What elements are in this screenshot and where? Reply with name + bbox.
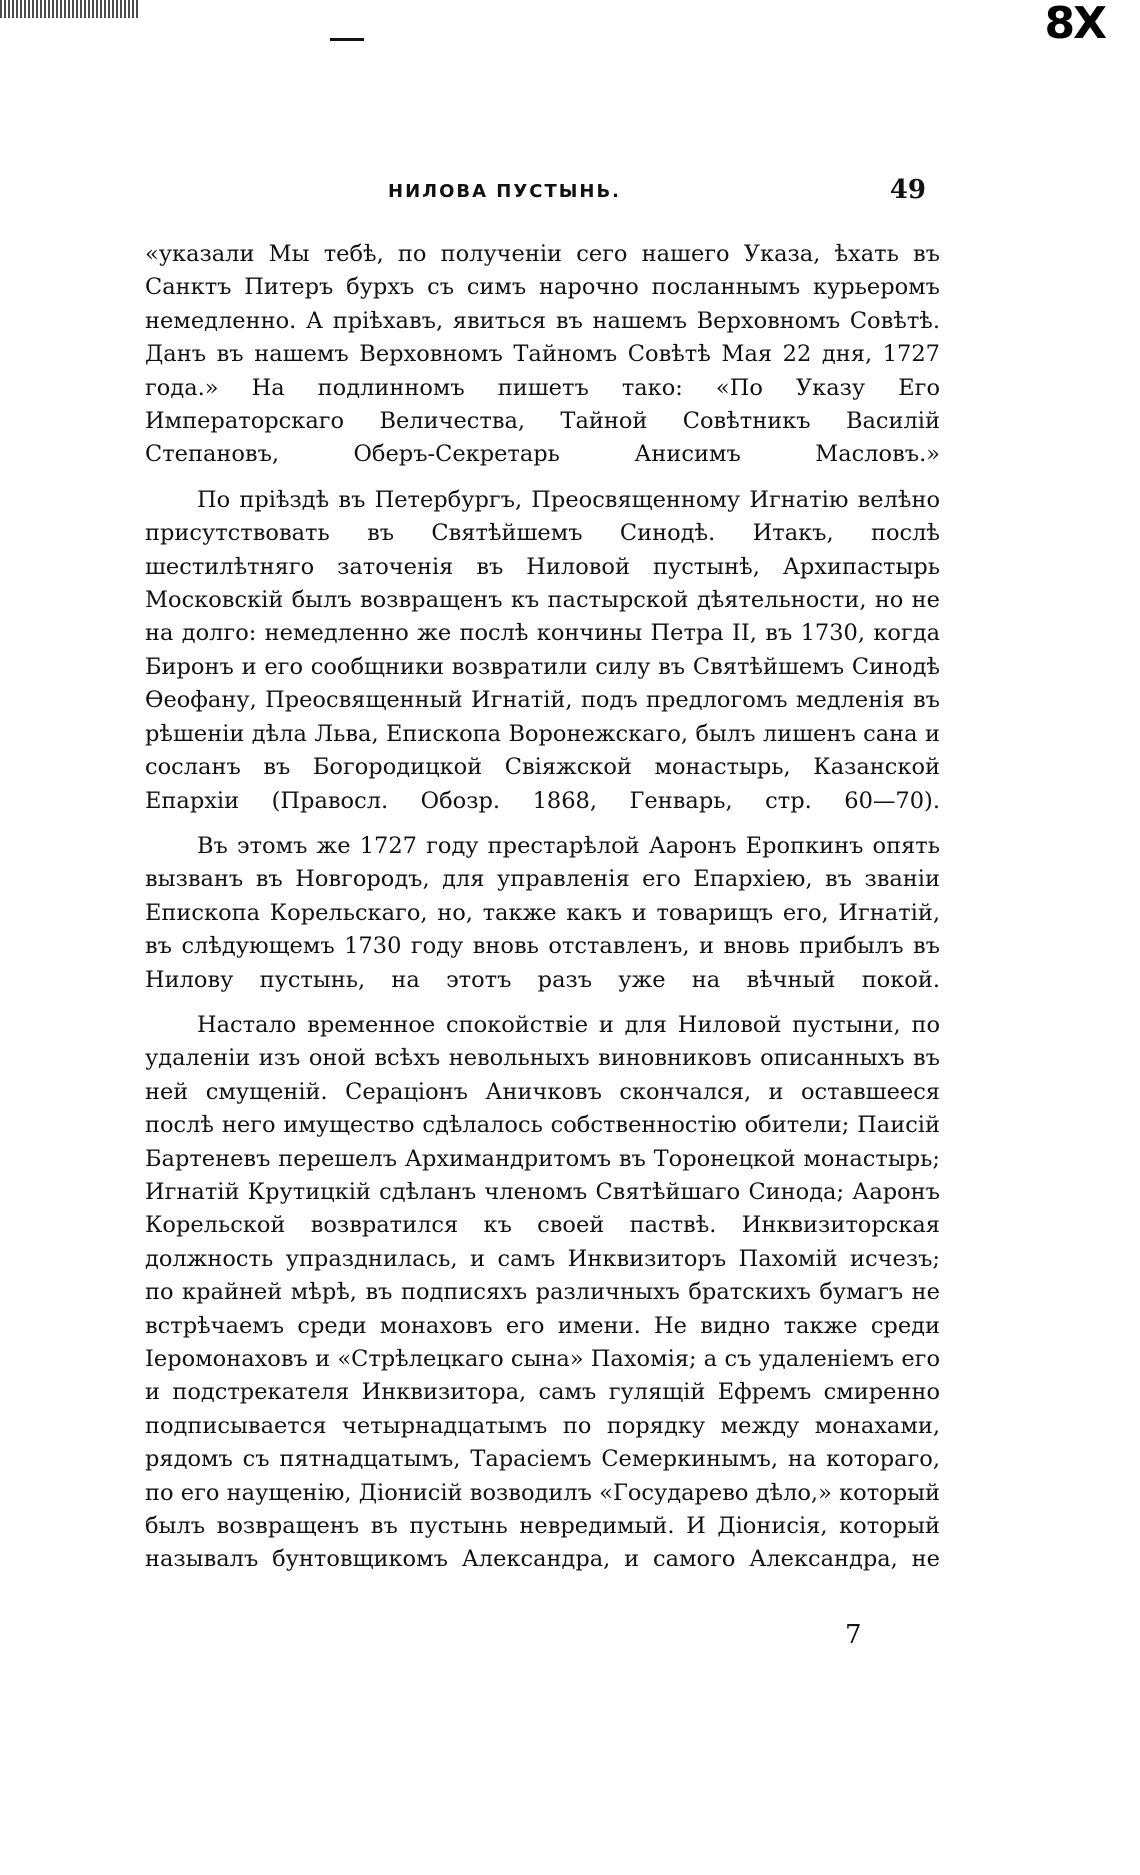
- paragraph-1: «указали Мы тебѣ, по полученіи сего нашего Указа, ѣхать въ Санктъ Питеръ бурхъ съ симъ нарочно посланнымъ курьеромъ немедленно. А пріѣхавъ, явиться въ нашемъ Верховномъ Совѣтѣ. Данъ въ нашемъ Верховномъ Тайномъ Совѣтѣ Мая 22 дня, 1727 года.» На подлинномъ пишетъ тако: «По Указу Его Императорскаго Величества, Тайной Совѣтникъ Василій Степановъ, Оберъ-Секретарь Анисимъ Масловъ.»: [145, 241, 940, 468]
- page-number: 49: [889, 175, 926, 205]
- paragraph-3: Въ этомъ же 1727 году престарѣлой Ааронъ Еропкинъ опять вызванъ въ Новгородъ, для управленія его Епархіею, въ званіи Епископа Корельскаго, но, также какъ и товарищъ его, Игнатій, въ слѣдующемъ 1730 году вновь отставленъ, и вновь прибылъ въ Нилову пустынь, на этотъ разъ уже на вѣчный покой.: [145, 832, 940, 993]
- paragraph-4: Настало временное спокойствіе и для Ниловой пустыни, по удаленіи изъ оной всѣхъ невольныхъ виновниковъ описанныхъ въ ней смущеній. Сераціонъ Аничковъ скончался, и оставшееся послѣ него имущество сдѣлалось собственностію обители; Паисій Бартеневъ перешелъ Архимандритомъ въ Торонецкой монастырь; Игнатій Крутицкій сдѣланъ членомъ Святѣйшаго Синода; Ааронъ Корельской возвратился къ своей паствѣ. Инквизиторская должность упразднилась, и самъ Инквизиторъ Пахомій исчезъ; по крайней мѣрѣ, въ подписяхъ различныхъ братскихъ бумагъ не встрѣчаемъ среди монаховъ его имени. Не видно также среди Іеромонаховъ и «Стрѣлецкаго сына» Пахомія; а съ удаленіемъ его и подстрекателя Инквизитора, самъ гулящій Ефремъ смиренно подписывается четырнадцатымъ по порядку между монахами, рядомъ съ пятнадцатымъ, Тарасіемъ Семеркинымъ, на котораго, по его наущенію, Діонисій возводилъ «Государево дѣло,» который былъ возвращенъ въ пустынь невредимый. И Діонисія, который называлъ бунтовщикомъ Александра, и самого Александра, не: [145, 1011, 940, 1573]
- scan-artifact: [0, 0, 140, 18]
- top-rule: [330, 38, 364, 41]
- paragraph-2: По пріѣздѣ въ Петербургъ, Преосвященному Игнатію велѣно присутствовать въ Святѣйшемъ Синодѣ. Итакъ, послѣ шестилѣтняго заточенія въ Ниловой пустынѣ, Архипастырь Московскій былъ возвращенъ къ пастырской дѣятельности, но не на долго: немедленно же послѣ кончины Петра II, въ 1730, когда Биронъ и его сообщники возвратили силу въ Святѣйшемъ Синодѣ Ѳеофану, Преосвященный Игнатій, подъ предлогомъ медленія въ рѣшеніи дѣла Льва, Епископа Воронежскаго, былъ лишенъ сана и сосланъ въ Богородицкой Свіяжской монастырь, Казанской Епархіи (Правосл. Обозр. 1868, Генварь, стр. 60—70).: [145, 486, 940, 814]
- signature-mark: 7: [845, 1620, 862, 1650]
- page-header: [140, 175, 940, 215]
- corner-stamp: 8X: [1044, 0, 1105, 49]
- running-head: НИЛОВА ПУСТЫНЬ.: [388, 181, 622, 202]
- body-text: [145, 238, 940, 1577]
